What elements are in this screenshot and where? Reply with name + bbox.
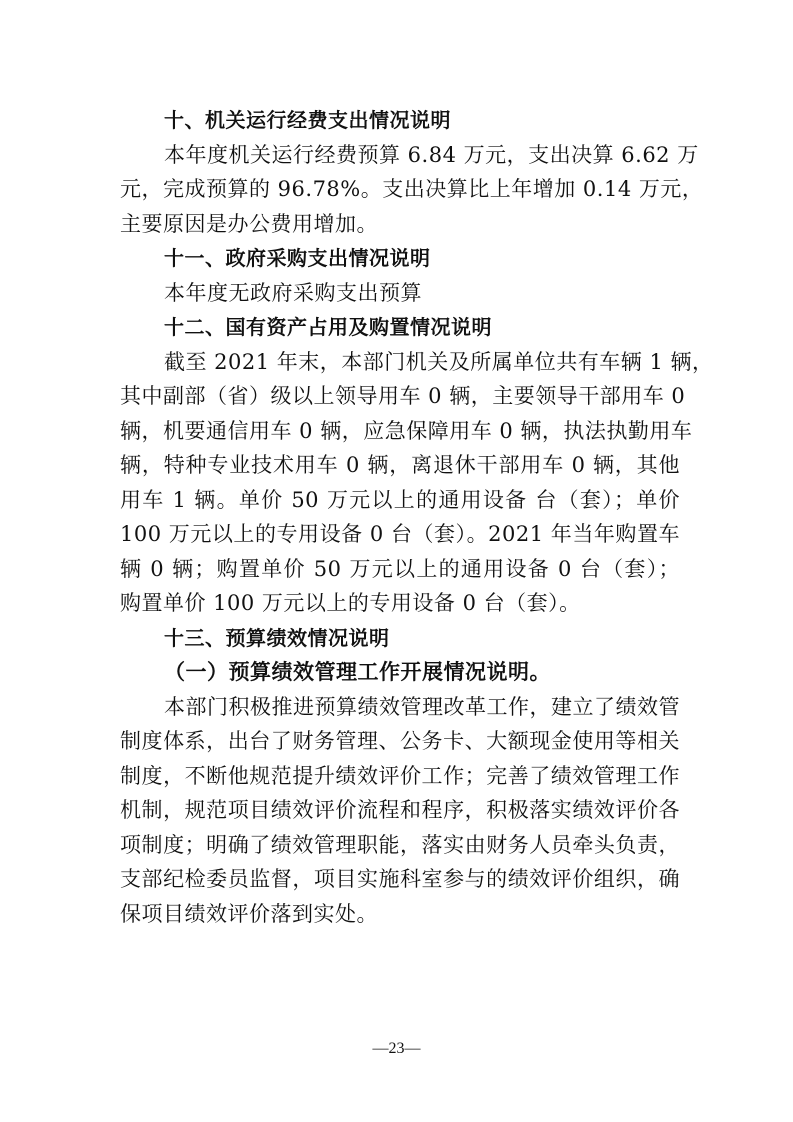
- section-10-line-3: 主要原因是办公费用增加。: [120, 211, 378, 236]
- section-12-line-7: 辆 0 辆；购置单价 50 万元以上的通用设备 0 台（套）；: [120, 556, 680, 581]
- section-10-heading: 十、机关运行经费支出情况说明: [164, 108, 451, 132]
- section-13-line-6: 支部纪检委员监督，项目实施科室参与的绩效评价组织，确: [120, 867, 680, 891]
- page-number: —23—: [372, 1040, 421, 1057]
- section-12-line-6: 100 万元以上的专用设备 0 台（套）。2021 年当年购置车: [120, 522, 680, 546]
- section-13-line-4: 机制，规范项目绩效评价流程和程序，积极落实绩效评价各: [120, 798, 680, 822]
- section-11-heading: 十一、政府采购支出情况说明: [164, 246, 431, 270]
- section-13-line-1: 本部门积极推进预算绩效管理改革工作，建立了绩效管: [164, 694, 680, 719]
- section-12-heading: 十二、国有资产占用及购置情况说明: [164, 315, 492, 339]
- section-13-line-3: 制度，不断他规范提升绩效评价工作；完善了绩效管理工作: [120, 763, 680, 788]
- section-13-heading: 十三、预算绩效情况说明: [164, 625, 390, 650]
- section-10-line-2: 元，完成预算的 96.78%。支出决算比上年增加 0.14 万元，: [120, 177, 704, 201]
- section-13-line-2: 制度体系，出台了财务管理、公务卡、大额现金使用等相关: [120, 729, 680, 753]
- section-13-subheading: （一）预算绩效管理工作开展情况说明。: [164, 659, 551, 684]
- section-13-line-5: 项制度；明确了绩效管理职能，落实由财务人员牵头负责，: [120, 832, 680, 857]
- document-body: [120, 103, 714, 931]
- section-13-line-7: 保项目绩效评价落到实处。: [120, 901, 378, 926]
- section-12-line-4: 辆，特种专业技术用车 0 辆，离退休干部用车 0 辆，其他: [120, 453, 680, 477]
- section-12-line-2: 其中副部（省）级以上领导用车 0 辆，主要领导干部用车 0: [120, 384, 686, 408]
- section-12-line-1: 截至 2021 年末，本部门机关及所属单位共有车辆 1 辆，: [164, 349, 714, 374]
- section-10-line-1: 本年度机关运行经费预算 6.84 万元，支出决算 6.62 万: [164, 142, 699, 167]
- section-11-line-1: 本年度无政府采购支出预算: [164, 280, 422, 305]
- section-12-line-5: 用车 1 辆。单价 50 万元以上的通用设备 台（套）；单价: [120, 487, 680, 512]
- section-12-line-8: 购置单价 100 万元以上的专用设备 0 台（套）。: [120, 591, 581, 615]
- section-12-line-3: 辆，机要通信用车 0 辆，应急保障用车 0 辆，执法执勤用车: [120, 418, 693, 443]
